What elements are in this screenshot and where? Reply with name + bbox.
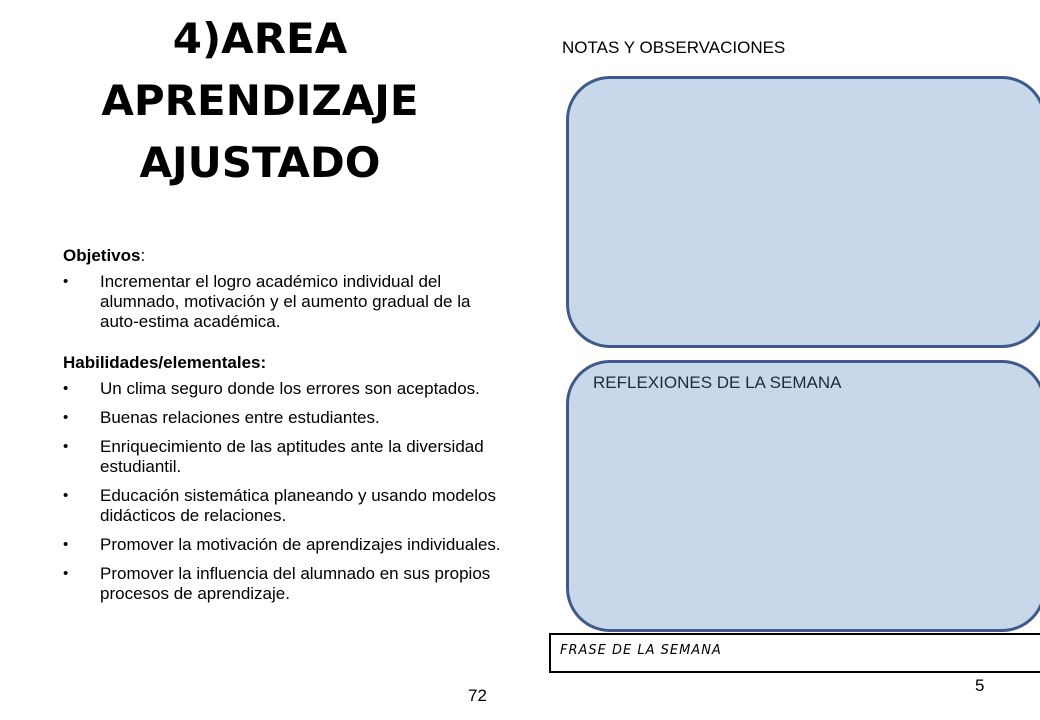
list-item-text: Un clima seguro donde los errores son aceptados. [100,379,480,398]
habilidades-heading [63,353,503,373]
content-body [63,246,503,613]
bullet-icon: • [63,380,69,397]
list-item [63,564,503,604]
reflexiones-box[interactable] [566,360,1040,632]
list-item [63,437,503,477]
list-item-text: Promover la influencia del alumnado en sus propios procesos de aprendizaje. [100,564,491,603]
objetivos-heading-text: Objetivos [63,246,141,265]
bullet-icon: • [63,273,69,290]
list-item [63,272,503,332]
list-item-text: Buenas relaciones entre estudiantes. [100,408,380,427]
title-line-3: AJUSTADO [139,138,381,187]
habilidades-list [63,379,503,604]
list-item-text: Incrementar el logro académico individual del alumnado, motivación y el aumento gradual de la auto-estima académica. [100,272,471,331]
bullet-icon: • [63,565,69,582]
page-number-left: 72 [468,686,487,705]
objetivos-list [63,272,503,332]
bullet-icon: • [63,536,69,553]
title-line-2: APRENDIZAJE [101,76,419,125]
bullet-icon: • [63,409,69,426]
habilidades-heading-text: Habilidades/elementales: [63,353,267,372]
list-item [63,408,503,428]
bullet-icon: • [63,438,69,455]
list-item [63,379,503,399]
notes-label: NOTAS Y OBSERVACIONES [562,38,786,57]
page-number-right: 5 [975,676,985,695]
objetivos-heading-colon: : [140,246,146,265]
list-item-text: Educación sistemática planeando y usando modelos didácticos de relaciones. [100,486,496,525]
list-item-text: Promover la motivación de aprendizajes individuales. [100,535,501,554]
list-item [63,535,503,555]
title-line-1: 4)AREA [172,14,348,63]
frase-box[interactable] [549,633,1040,673]
list-item-text: Enriquecimiento de las aptitudes ante la diversidad estudiantil. [100,437,484,476]
objetivos-heading [63,246,503,266]
frase-label: FRASE DE LA SEMANA [560,643,722,658]
bullet-icon: • [63,487,69,504]
list-item [63,486,503,526]
reflexiones-label: REFLEXIONES DE LA SEMANA [593,373,842,392]
page-title [40,8,480,194]
notes-box[interactable] [566,76,1040,348]
